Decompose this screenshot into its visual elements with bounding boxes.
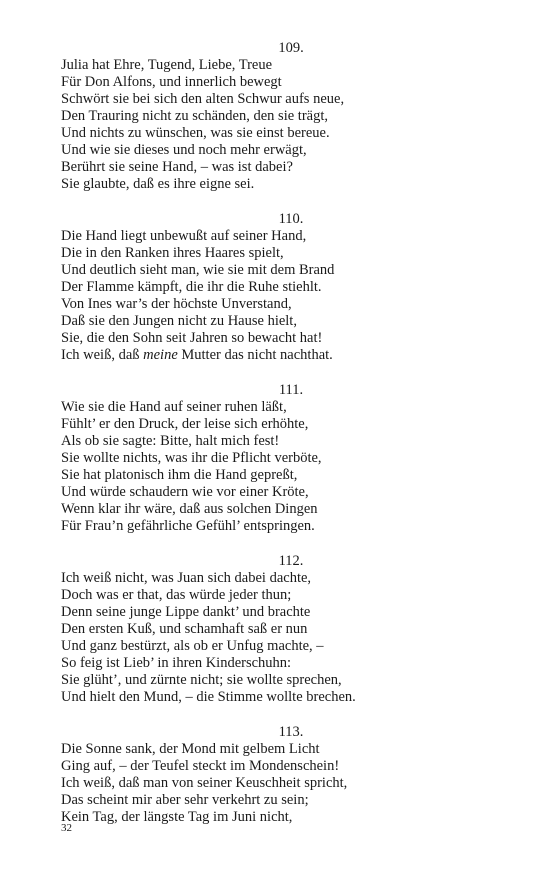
verse-line: Fühlt’ er den Druck, der leise sich erhöhte, [61,416,309,432]
poem-page [61,40,501,844]
verse-line: Das scheint mir aber sehr verkehrt zu sein; [61,792,309,808]
verse-line: Von Ines war’s der höchste Unverstand, [61,296,292,312]
verse-line: Und hielt den Mund, – die Stimme wollte brechen. [61,689,356,705]
verse-line: Wenn klar ihr wäre, daß aus solchen Dingen [61,501,318,517]
verse-line: Schwört sie bei sich den alten Schwur aufs neue, [61,91,345,107]
verse-line: Sie glaubte, daß es ihre eigne sei. [61,176,255,192]
verse-line: Sie hat platonisch ihm die Hand gepreßt, [61,467,298,483]
verse-line: Sie wollte nichts, was ihr die Pflicht verböte, [61,450,322,466]
verse-line: Wie sie die Hand auf seiner ruhen läßt, [61,399,287,415]
stanza-number: 109. [278,40,304,56]
verse-line: Und ganz bestürzt, als ob er Unfug machte, – [61,638,324,654]
verse-line: Den ersten Kuß, und schamhaft saß er nun [61,621,308,637]
stanza-111 [61,382,501,535]
stanza-number: 111. [278,382,304,398]
verse-line: Denn seine junge Lippe dankt’ und brachte [61,604,311,620]
stanza-109 [61,40,501,193]
verse-text: Ich weiß, daß [61,347,144,363]
stanza-number: 112. [278,553,304,569]
page-number: 32 [61,822,72,834]
verse-line: Ging auf, – der Teufel steckt im Mondenschein! [61,758,340,774]
verse-line: Sie glüht’, und zürnte nicht; sie wollte sprechen, [61,672,342,688]
verse-line: So feig ist Lieb’ in ihren Kinderschuhn: [61,655,292,671]
emphasized-word: meine [143,347,178,363]
verse-line: Und wie sie dieses und noch mehr erwägt, [61,142,307,158]
verse-line: Berührt sie seine Hand, – was ist dabei? [61,159,293,175]
verse-line: Für Frau’n gefährliche Gefühl’ entspringen. [61,518,315,534]
verse-line: Daß sie den Jungen nicht zu Hause hielt, [61,313,297,329]
verse-line: Für Don Alfons, und innerlich bewegt [61,74,282,90]
verse-line: Ich weiß, daß man von seiner Keuschheit spricht, [61,775,348,791]
verse-line: Die Sonne sank, der Mond mit gelbem Licht [61,741,320,757]
stanza-number: 110. [278,211,304,227]
stanza-number: 113. [278,724,304,740]
verse-line: Den Trauring nicht zu schänden, den sie trägt, [61,108,328,124]
verse-line: Kein Tag, der längste Tag im Juni nicht, [61,809,293,825]
verse-line: Doch was er that, das würde jeder thun; [61,587,292,603]
verse-line: Der Flamme kämpft, die ihr die Ruhe stiehlt. [61,279,322,295]
verse-line: Ich weiß nicht, was Juan sich dabei dachte, [61,570,312,586]
verse-line: Die Hand liegt unbewußt auf seiner Hand, [61,228,307,244]
verse-line: Und deutlich sieht man, wie sie mit dem Brand [61,262,335,278]
verse-text: Mutter das nicht nachthat. [177,347,333,363]
stanza-110 [61,211,501,364]
stanza-113 [61,724,501,826]
verse-line: Und würde schaudern wie vor einer Kröte, [61,484,309,500]
verse-line: Als ob sie sagte: Bitte, halt mich fest! [61,433,280,449]
verse-line: Und nichts zu wünschen, was sie einst bereue. [61,125,330,141]
verse-line: Julia hat Ehre, Tugend, Liebe, Treue [61,57,273,73]
stanza-112 [61,553,501,706]
verse-line-with-emphasis [61,347,501,364]
verse-line: Die in den Ranken ihres Haares spielt, [61,245,284,261]
verse-line: Sie, die den Sohn seit Jahren so bewacht hat! [61,330,323,346]
